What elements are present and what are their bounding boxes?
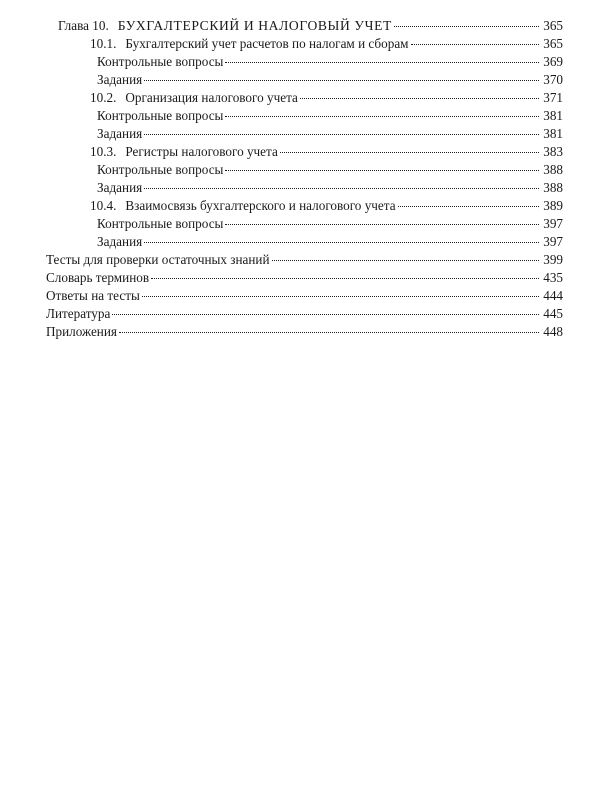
section-title: Бухгалтерский учет расчетов по налогам и сборам — [125, 36, 409, 51]
backmatter-title: Ответы на тесты — [46, 288, 140, 303]
backmatter-page-number: 435 — [543, 270, 563, 285]
toc-backmatter-row[interactable] — [46, 269, 563, 287]
section-number: 10.4. — [90, 198, 117, 213]
subitem-title: Контрольные вопросы — [97, 162, 224, 177]
toc-section-heading — [90, 89, 298, 107]
section-number: 10.1. — [90, 36, 117, 51]
dot-leader — [112, 314, 539, 315]
toc-subitem-row[interactable] — [46, 233, 563, 251]
backmatter-title: Приложения — [46, 324, 117, 339]
toc-chapter-heading — [58, 17, 392, 35]
backmatter-page-number: 444 — [543, 288, 563, 303]
dot-leader — [225, 170, 539, 171]
backmatter-title: Словарь терминов — [46, 270, 150, 285]
subitem-page-number: 388 — [543, 162, 563, 177]
subitem-page-number: 397 — [543, 216, 563, 231]
subitem-page-number: 381 — [543, 126, 563, 141]
dot-leader — [280, 152, 539, 153]
section-title: Взаимосвязь бухгалтерского и налогового учета — [125, 198, 396, 213]
toc-subitem-row[interactable] — [46, 125, 563, 143]
dot-leader — [144, 134, 539, 135]
toc-subitem-row[interactable] — [46, 215, 563, 233]
subitem-page-number: 370 — [543, 72, 563, 87]
subitem-title: Задания — [97, 234, 143, 249]
section-page-number: 371 — [543, 90, 563, 105]
chapter-page-number: 365 — [543, 18, 563, 33]
dot-leader — [151, 278, 539, 279]
dot-leader — [394, 26, 539, 27]
section-number: 10.3. — [90, 144, 117, 159]
subitem-title: Задания — [97, 126, 143, 141]
subitem-page-number: 381 — [543, 108, 563, 123]
backmatter-title: Литература — [46, 306, 111, 321]
subitem-page-number: 388 — [543, 180, 563, 195]
dot-leader — [225, 116, 539, 117]
dot-leader — [225, 62, 539, 63]
dot-leader — [144, 188, 539, 189]
subitem-title: Контрольные вопросы — [97, 216, 224, 231]
subitem-page-number: 397 — [543, 234, 563, 249]
subitem-page-number: 369 — [543, 54, 563, 69]
backmatter-title: Тесты для проверки остаточных знаний — [46, 252, 270, 267]
toc-backmatter-row[interactable] — [46, 251, 563, 269]
toc-section-heading — [90, 143, 278, 161]
dot-leader — [225, 224, 539, 225]
toc-subitem-row[interactable] — [46, 179, 563, 197]
section-title: Регистры налогового учета — [125, 144, 278, 159]
toc-section-heading — [90, 35, 409, 53]
section-number: 10.2. — [90, 90, 117, 105]
toc-section-heading — [90, 197, 396, 215]
section-title: Организация налогового учета — [125, 90, 298, 105]
dot-leader — [398, 206, 539, 207]
toc-subitem-row[interactable] — [46, 161, 563, 179]
subitem-title: Задания — [97, 180, 143, 195]
toc-section-row[interactable] — [46, 89, 563, 107]
toc-backmatter-row[interactable] — [46, 287, 563, 305]
dot-leader — [300, 98, 539, 99]
chapter-prefix: Глава 10. — [58, 18, 109, 33]
toc-backmatter-row[interactable] — [46, 323, 563, 341]
subitem-title: Контрольные вопросы — [97, 54, 224, 69]
toc-subitem-row[interactable] — [46, 71, 563, 89]
dot-leader — [144, 242, 539, 243]
section-page-number: 365 — [543, 36, 563, 51]
section-page-number: 383 — [543, 144, 563, 159]
toc-backmatter-row[interactable] — [46, 305, 563, 323]
toc-subitem-row[interactable] — [46, 107, 563, 125]
dot-leader — [144, 80, 539, 81]
toc-chapter-row[interactable] — [46, 17, 563, 35]
toc-section-row[interactable] — [46, 35, 563, 53]
subitem-title: Задания — [97, 72, 143, 87]
chapter-title: БУХГАЛТЕРСКИЙ И НАЛОГОВЫЙ УЧЕТ — [117, 18, 392, 33]
dot-leader — [119, 332, 539, 333]
dot-leader — [142, 296, 539, 297]
subitem-title: Контрольные вопросы — [97, 108, 224, 123]
section-page-number: 389 — [543, 198, 563, 213]
toc-section-row[interactable] — [46, 143, 563, 161]
dot-leader — [272, 260, 539, 261]
dot-leader — [411, 44, 539, 45]
toc-section-row[interactable] — [46, 197, 563, 215]
backmatter-page-number: 399 — [543, 252, 563, 267]
table-of-contents — [46, 17, 563, 341]
backmatter-page-number: 448 — [543, 324, 563, 339]
backmatter-page-number: 445 — [543, 306, 563, 321]
toc-subitem-row[interactable] — [46, 53, 563, 71]
